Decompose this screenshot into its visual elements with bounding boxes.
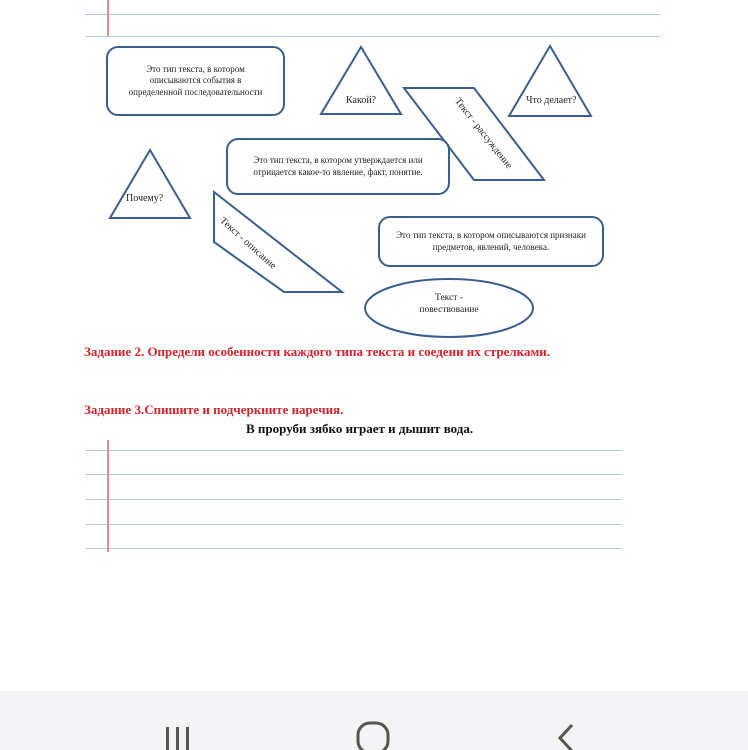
narration-definition-box: Это тип текста, в котором описываются события в определенной последовательности [106, 46, 285, 116]
triangle-why [107, 148, 193, 220]
margin-line [107, 440, 109, 552]
ruled-line [85, 474, 622, 475]
task-3-heading: Задание 3.Спишите и подчеркните наречия. [84, 402, 344, 417]
ruled-line [85, 524, 622, 525]
reasoning-definition-box: Это тип текста, в котором утверждается или отрицается какое-то явление, факт, понятие. [226, 138, 450, 195]
parallelogram-description-label: Текст - описание [217, 215, 279, 272]
task-3-sentence: В проруби зябко играет и дышит вода. [246, 421, 474, 436]
navigation-bar [0, 691, 748, 750]
ruled-line [85, 499, 622, 500]
triangle-what-kind-label: Какой? [346, 95, 377, 106]
parallelogram-reasoning-label: Текст - рассуждение [452, 96, 515, 171]
triangle-why-label: Почему? [126, 193, 164, 204]
recent-apps-icon[interactable] [158, 721, 198, 750]
margin-line [107, 0, 109, 36]
task-2-heading: Задание 2. Определи особенности каждого типа текста и соедени их стрелками. [84, 344, 551, 359]
home-icon[interactable] [352, 719, 396, 750]
triangle-what-does-label: Что делает? [526, 95, 577, 106]
description-definition-box: Это тип текста, в котором описываются признаки предметов, явлений, человека. [378, 216, 604, 267]
ruled-line [85, 450, 622, 451]
ruled-line [85, 36, 660, 37]
ellipse-narration-label: Текст - повествование [419, 293, 479, 316]
parallelogram-description [210, 188, 346, 296]
back-icon[interactable] [552, 721, 582, 750]
ruled-line [85, 14, 660, 15]
ruled-line [85, 548, 622, 549]
